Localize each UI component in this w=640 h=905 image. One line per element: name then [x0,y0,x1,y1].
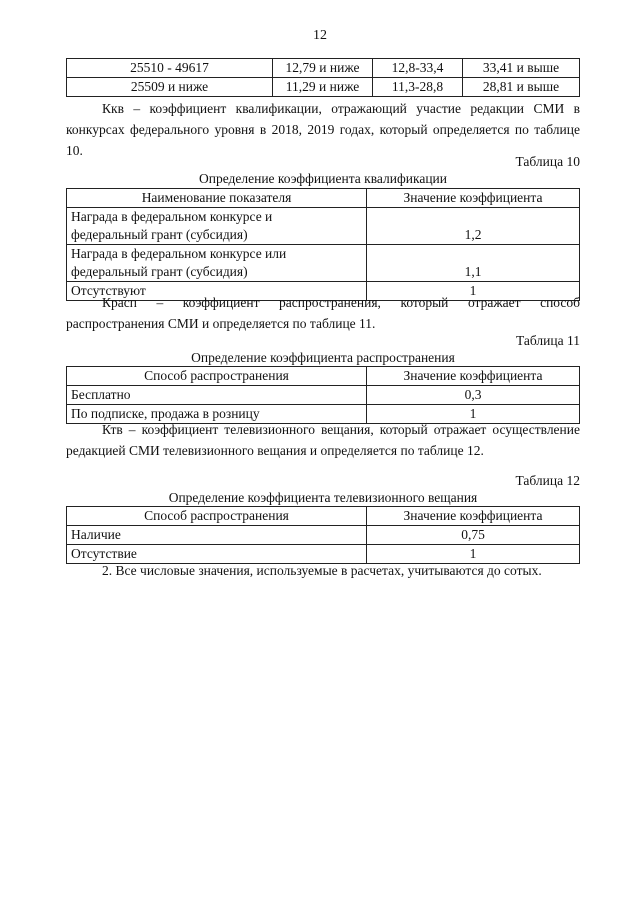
table-cell [67,208,367,245]
column-header: Наименование показателя [67,189,367,208]
column-header: Способ распространения [67,507,367,526]
table10-label: Таблица 10 [515,154,580,169]
table-cell [67,245,367,282]
table-row [67,78,580,97]
table-cell: 1,1 [367,245,580,282]
table11-block [66,366,580,424]
table-cell: 25509 и ниже [67,78,273,97]
table-cell: 25510 - 49617 [67,59,273,78]
table10-block [66,188,580,301]
table-cell: По подписке, продажа в розницу [67,405,367,424]
table-row [67,245,580,282]
cell-line: федеральный грант (субсидия) [71,227,248,242]
paragraph-2: 2. Все числовые значения, используемые в расчетах, учитываются до сотых. [102,563,542,578]
table-row [67,59,580,78]
cell-line: федеральный грант (субсидия) [71,264,248,279]
table-row [67,386,580,405]
table-cell: 1 [367,545,580,564]
top-table [66,58,580,97]
table-cell: Отсутствие [67,545,367,564]
cell-line: Награда в федеральном конкурсе или [71,246,287,261]
table-header-row [67,507,580,526]
table-cell: 12,8-33,4 [373,59,463,78]
table12-block [66,506,580,564]
table12-title: Определение коэффициента телевизионного вещания [168,490,478,505]
table11-label: Таблица 11 [516,333,580,348]
column-header: Значение коэффициента [367,189,580,208]
column-header: Значение коэффициента [367,507,580,526]
top-table-block [66,58,580,97]
table-cell: 11,3-28,8 [373,78,463,97]
table-cell: 1 [367,282,580,301]
table10-title: Определение коэффициента квалификации [198,171,447,186]
table-row [67,526,580,545]
table12 [66,506,580,564]
table-cell: 1,2 [367,208,580,245]
table-cell: 11,29 и ниже [273,78,373,97]
paragraph-krasp: Красп – коэффициент распространения, который отражает способ распространения СМИ и определяется по таблице 11. [66,295,580,331]
paragraph-kkv: Ккв – коэффициент квалификации, отражающий участие редакции СМИ в конкурсах федерального уровня в 2018, 2019 годах, который определяется по таблице 10. [66,101,580,158]
table-cell: 33,41 и выше [463,59,580,78]
table-header-row [67,189,580,208]
table-cell: 1 [367,405,580,424]
column-header: Способ распространения [67,367,367,386]
paragraph-ktv: Ктв – коэффициент телевизионного вещания, который отражает осуществление редакцией СМИ телевизионного вещания и определяется по таблице 12. [66,422,580,458]
table-cell: 0,75 [367,526,580,545]
table11-title: Определение коэффициента распространения [191,350,455,365]
table-row [67,208,580,245]
table-header-row [67,367,580,386]
cell-line: Награда в федеральном конкурсе и [71,209,273,224]
table-cell: 0,3 [367,386,580,405]
table10 [66,188,580,301]
table11 [66,366,580,424]
table12-label: Таблица 12 [515,473,580,488]
table-cell: 28,81 и выше [463,78,580,97]
table-cell: Бесплатно [67,386,367,405]
column-header: Значение коэффициента [367,367,580,386]
table-cell: 12,79 и ниже [273,59,373,78]
table-cell: Наличие [67,526,367,545]
table-cell: Отсутствуют [67,282,367,301]
page-number: 12 [313,28,327,43]
